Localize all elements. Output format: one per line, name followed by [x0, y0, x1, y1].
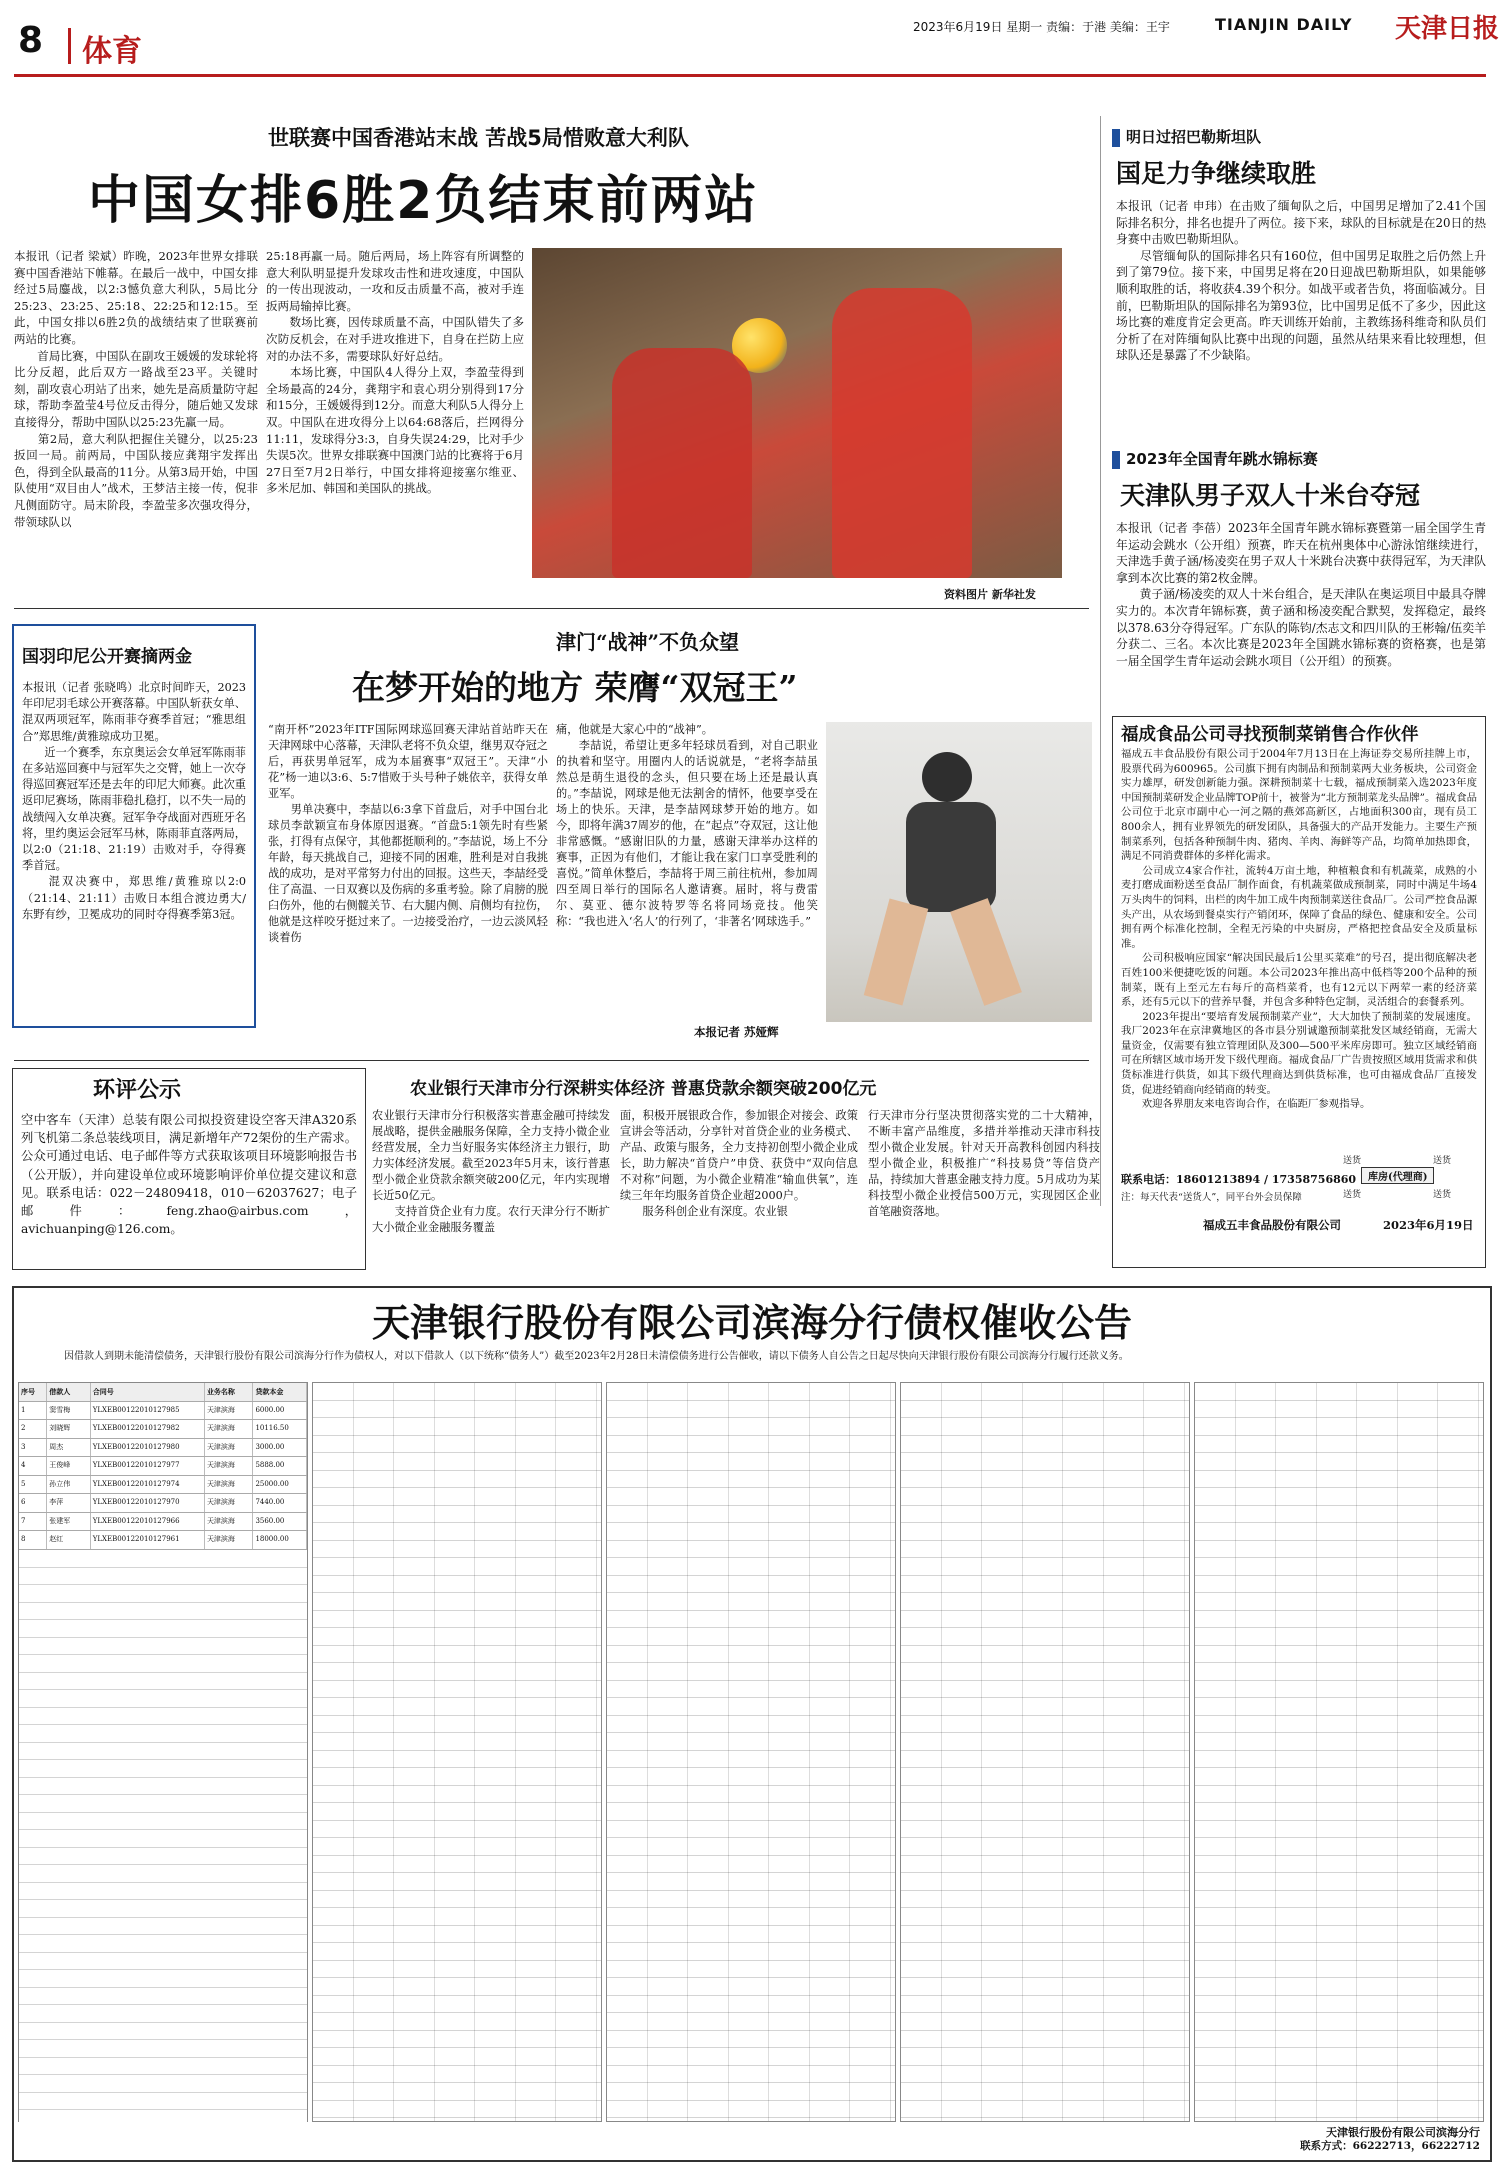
debt-notice-title: 天津银行股份有限公司滨海分行债权催收公告 [371, 1301, 1132, 1345]
table-cell: 10116.50 [253, 1420, 307, 1438]
debt-table-grid [18, 1382, 1484, 2122]
main-story-col2: 25:18再赢一局。随后两局，场上阵容有所调整的意大利队明显提升发球攻击性和进攻速度，中国队的一传出现波动，一攻和反击质量不高，被对手连扳两局输掉比赛。 数场比赛，因传球质量不高，中国队错失了多次防反机会，在对手进攻推进下，自身在拦防上应对的办法不多，需要球队好好总结。 本场比赛，中国队4人得分上双，李盈莹得到全场最高的24分，龚翔宇和袁心玥分别得到17分和15分，王媛媛得到12分。而意大利队5人得分上双。中国队在进攻得分上以64:68落后，拦网得分11:11，发球得分3:3，自身失误24:29，比对手少失误5次。世界女排联赛中国澳门站的比赛将于6月27日至7月2日举行，中国女排将迎接塞尔维亚、多米尼加、韩国和美国队的挑战。 [266, 249, 524, 496]
table-row [19, 1531, 307, 1550]
main-story-col1: 本报讯（记者 梁斌）昨晚，2023年世界女排联赛中国香港站下帷幕。在最后一战中，中国女排经过5局鏖战，以2:3憾负意大利队，5局比分25:23、23:25、25:18、22:25和12:15。至此，中国女排以6胜2负的战绩结束了世联赛前两站的比赛。 首局比赛，中国队在副攻王媛媛的发球轮将比分反超，此后双方一路战至23平。关键时刻，副攻袁心玥站了出来，她先是高质量防守起球，帮助李盈莹4号位反击得分，随后她又发球直接得分，帮助中国队以25:23先赢一局。 第2局，意大利队把握住关键分，以25:23扳回一局。前两局，中国队接应龚翔宇发挥出色，得到全队最高的11分。从第3局开始，中国队使用“双目由人”战术，王梦洁主接一传，倪非凡侧面防守。局末阶段，李盈莹多次强攻得分，带领球队以 [14, 249, 258, 529]
delivery-badge: 送货 [1343, 1190, 1362, 1200]
table-cell: 天津滨海 [205, 1494, 254, 1512]
player-head [922, 752, 972, 802]
column-header: 借款人 [47, 1383, 90, 1401]
table-cell: YLXEB00122010127970 [91, 1494, 205, 1512]
paper-logo: 天津日报 [1395, 14, 1500, 44]
section-rule [14, 1060, 1089, 1061]
football-body: 本报讯（记者 申玮）在击败了缅甸队之后，中国男足增加了2.41个国际排名积分，排名也提升了两位。接下来，球队的目标就是在20日的热身赛中击败巴勒斯坦队。 尽管缅甸队的国际排名只有160位，但中国男足取胜之后仍然上升到了第79位。接下来，中国男足将在20日迎战巴勒斯坦队，如果能够顺利取胜的话，将收获4.39个积分。如战平或者告负，将面临减分。目前，巴勒斯坦队的国际排名为第93位，比中国男足低不了多少，因此这场比赛的难度肯定会更高。昨天训练开始前，主教练扬科维奇和队员们分析了在对阵缅甸队比赛中出现的问题，虽然从结果来看比较理想，但球队还是暴露了不少缺陷。 [1116, 199, 1486, 363]
delivery-badge: 送货 [1433, 1190, 1452, 1200]
table-row [19, 1439, 307, 1458]
table-cell: 5 [19, 1476, 47, 1494]
table-cell: 窦雪梅 [47, 1402, 90, 1420]
table-cell: 天津滨海 [205, 1420, 254, 1438]
badminton-body: 本报讯（记者 张晓鸣）北京时间昨天，2023年印尼羽毛球公开赛落幕。中国队斩获女单、混双两项冠军，陈雨菲夺赛季首冠；“雅思组合”郑思维/黄雅琼成功卫冕。 近一个赛季，东京奥运会女单冠军陈雨菲在多站巡回赛中与冠军失之交臂，她上一次夺得巡回赛冠军还是去年的印尼大师赛。此次重返印尼赛场，陈雨菲稳扎稳打，以不失一局的战绩闯入女单决赛。冠军争夺战面对西班牙名将，里约奥运会冠军马林，陈雨菲直落两局，以2:0（21:18、21:19）击败对手，夺得赛季首冠。 混双决赛中，郑思维/黄雅琼以2:0（21:14、21:11）击败日本组合渡边勇大/东野有纱，卫冕成功的同时夺得赛季第3冠。 [22, 681, 246, 921]
table-cell: 李萍 [47, 1494, 90, 1512]
food-ad-note: 注：每天代表“送货人”，同平台外会员保障 [1121, 1192, 1302, 1203]
env-notice-box [12, 1068, 366, 1270]
warehouse-badge: 库房(代理商) [1361, 1167, 1434, 1184]
table-cell: 孙立伟 [47, 1476, 90, 1494]
table-cell: 刘晓辉 [47, 1420, 90, 1438]
table-cell: YLXEB00122010127985 [91, 1402, 205, 1420]
debt-notice-company: 天津银行股份有限公司滨海分行 [1326, 2126, 1480, 2139]
debt-table-header [19, 1383, 307, 1402]
table-continuation-lines [19, 1550, 307, 2123]
main-kicker: 世联赛中国香港站末战 苦战5局惜败意大利队 [268, 126, 689, 150]
football-kicker [1112, 126, 1261, 147]
table-row [19, 1476, 307, 1495]
player-leg [864, 899, 929, 1006]
paper-name-en: TIANJIN DAILY [1215, 15, 1353, 34]
player-figure-right [832, 288, 972, 578]
table-cell: 天津滨海 [205, 1402, 254, 1420]
volleyball-photo [532, 248, 1062, 578]
tennis-kicker: 津门“战神”不负众望 [556, 630, 740, 654]
main-headline: 中国女排6胜2负结束前两站 [88, 171, 759, 231]
kicker-bullet [1112, 451, 1120, 469]
debt-notice-phone: 联系方式：66222713，66222712 [1300, 2140, 1480, 2152]
football-headline: 国足力争继续取胜 [1116, 159, 1317, 188]
bank-news-col1: 农业银行天津市分行积极落实普惠金融可持续发展战略，提供金融服务保障，全力支持小微企业经营发展，全力当好服务实体经济主力银行，助力实体经济发展。截至2023年5月末，该行普惠型小微企业贷款余额突破200亿元，年内实现增长近50亿元。 支持首贷企业有力度。农行天津分行不断扩大小微企业金融服务覆盖 [372, 1109, 610, 1234]
table-cell: 5888.00 [253, 1457, 307, 1475]
table-cell: 3 [19, 1439, 47, 1457]
column-divider [1100, 116, 1101, 1206]
page-number: 8 [18, 20, 44, 61]
column-header: 合同号 [91, 1383, 205, 1401]
player-body [906, 802, 996, 912]
food-ad-date: 2023年6月19日 [1383, 1218, 1474, 1232]
table-row [19, 1494, 307, 1513]
tennis-col2: 痛，他就是大家心中的“战神”。 李喆说，希望让更多年轻球员看到，对自己职业的执着和坚守。用圈内人的话说就是，“老将李喆虽然总是萌生退役的念头，但只要在场上还是最认真的。”李喆说，网球是他无法割舍的情怀，他要享受在场上的快乐。天津，是李喆网球梦开始的地方。如今，即将年满37周岁的他，在“起点”夺双冠，这让他非常感慨。“感谢旧队的力量，感谢天津举办这样的赛事，正因为有他们，才能让我在家门口享受胜利的喜悦。”简单休整后，李喆将于周三前往杭州，参加周四至周日举行的国际名人邀请赛。届时，将与费雷尔、莫亚、德尔波特罗等名将同场竞技。他笑称：“我也进入‘名人’的行列了，‘非著名’网球选手。” [556, 723, 818, 928]
debt-notice-box [12, 1286, 1492, 2162]
player-figure-left [612, 348, 752, 578]
issue-meta: 2023年6月19日 星期一 责编：于港 美编：王宇 [913, 20, 1170, 34]
table-cell: YLXEB00122010127977 [91, 1457, 205, 1475]
table-cell: YLXEB00122010127982 [91, 1420, 205, 1438]
env-notice-headline: 环评公示 [93, 1078, 182, 1103]
delivery-badge: 送货 [1343, 1156, 1362, 1166]
bank-news-headline: 农业银行天津市分行深耕实体经济 普惠贷款余额突破200亿元 [410, 1079, 877, 1099]
table-cell: 6000.00 [253, 1402, 307, 1420]
debt-notice-intro: 因借款人到期未能清偿债务，天津银行股份有限公司滨海分行作为债权人，对以下借款人（以下统称“债务人”）截至2023年2月28日未清偿债务进行公告催收，请以下债务人自公告之日起尽快向天津银行股份有限公司滨海分行履行还款义务。 [64, 1351, 1129, 1362]
player-leg [950, 898, 1022, 1006]
kicker-bullet [1112, 129, 1120, 147]
debt-table-block [312, 1382, 602, 2122]
table-cell: 18000.00 [253, 1531, 307, 1549]
table-cell: 3560.00 [253, 1513, 307, 1531]
debt-table-block [900, 1382, 1190, 2122]
photo-caption: 资料图片 新华社发 [944, 588, 1036, 601]
table-cell: 7 [19, 1513, 47, 1531]
delivery-badge: 送货 [1433, 1156, 1452, 1166]
bank-news-col2: 面，积极开展银政合作，参加银企对接会、政策宣讲会等活动，分享针对首贷企业的业务模式、产品、政策与服务，全力支持初创型小微企业成长，助力解决“首贷户”申贷、获贷中“双向信息不对称”问题，为小微企业精准“输血供氧”，连续三年年均服务首贷企业超2000户。 服务科创企业有深度。农业银 [620, 1109, 858, 1218]
table-cell: 4 [19, 1457, 47, 1475]
table-cell: 天津滨海 [205, 1531, 254, 1549]
bank-news-col3: 行天津市分行坚决贯彻落实党的二十大精神，不断丰富产品维度，多措并举推动天津市科技型小微企业发展。针对天开高教科创园内科技型小微企业，积极推广“科技易贷”等信贷产品，持续加大普惠金融支持力度。5月成功为某科技型小微企业授信500万元，实现园区企业首笔融资落地。 [868, 1109, 1100, 1218]
badminton-box [12, 624, 256, 1028]
diving-kicker [1112, 448, 1318, 469]
diving-headline: 天津队男子双人十米台夺冠 [1120, 481, 1421, 510]
table-cell: 6 [19, 1494, 47, 1512]
table-cell: 张建军 [47, 1513, 90, 1531]
table-cell: 赵红 [47, 1531, 90, 1549]
column-header: 贷款本金 [253, 1383, 307, 1401]
table-cell: YLXEB00122010127966 [91, 1513, 205, 1531]
section-divider [68, 28, 71, 64]
table-cell: 1 [19, 1402, 47, 1420]
table-cell: 天津滨海 [205, 1439, 254, 1457]
section-name: 体育 [82, 34, 142, 69]
food-ad-box [1112, 716, 1486, 1268]
table-cell: YLXEB00122010127974 [91, 1476, 205, 1494]
food-ad-diagram [1333, 1153, 1473, 1213]
diving-kicker-text: 2023年全国青年跳水锦标赛 [1126, 450, 1318, 468]
table-cell: 天津滨海 [205, 1513, 254, 1531]
tennis-col1: “南开杯”2023年ITF国际网球巡回赛天津站首站昨天在天津网球中心落幕，天津队老将不负众望，继男双夺冠之后，再获男单冠军，成为本届赛事“双冠王”。天津“小花”杨一迪以3:6、5:7惜败于头号种子姚依辛，获得女单亚军。 男单决赛中，李喆以6:3拿下首盘后，对手中国台北球员李歆颖宣布身体原因退赛。“首盘5:1领先时有些紧张，打得有点保守，其他都挺顺利的。”李喆说，场上不分年龄，每天挑战自己，迎接不同的困难，胜利是对自我挑战的成功，是对平常努力付出的回报。这些天，李喆经受住了高温、一日双赛以及伤病的多重考验。除了肩膀的脱臼伤外，他的右侧髋关节、右大腿内侧、肩侧均有拉伤，他就是这样咬牙挺过来了。一边接受治疗，一边云淡风轻谈着伤 [268, 723, 548, 944]
food-ad-body: 福成五丰食品股份有限公司于2004年7月13日在上海证券交易所挂牌上市，股票代码为600965。公司旗下拥有肉制品和预制菜两大业务板块，公司资金实力雄厚，研发创新能力强。深耕预制菜十七载，福成预制菜入选2023年度中国预制菜研发企业品牌TOP前十，被誉为“北方预制菜龙头品牌”。福成食品公司位于北京市副中心一河之隔的燕郊高新区，占地面积300亩，现有员工800余人，拥有业界领先的研发团队，具备强大的产品开发能力。主要生产预制菜系列，包括各种预制牛肉、猪肉、羊肉、海鲜等产品，均简单加热即食，满足不同消费群体的多样化需求。 公司成立4家合作社，流转4万亩土地，种植粮食和有机蔬菜，成熟的小麦打磨成面粉送至食品厂制作面食，有机蔬菜做成预制菜，同时中满足牛场4万头肉牛的饲料，出栏的肉牛加工成牛肉预制菜送往食品厂。公司严控食品源头产出，从农场到餐桌实行产销闭环，保障了食品的绿色、健康和安全。公司拥有两个标准化控制，全程无污染的中央厨房，严格把控食品安全及质量标准。 公司积极响应国家“解决国民最后1公里买菜难”的号召，提出彻底解决老百姓100米便捷吃饭的问题。本公司2023年推出高中低档等200个品种的预制菜，既有上至元左右每斤的高档菜肴，也有12元以下两荤一素的经济菜系，还有5元以下的营养早餐，并包含多种特色定制，灵活组合的套餐系列。 2023年提出“要培育发展预制菜产业”，大大加快了预制菜的发展速度。我厂2023年在京津冀地区的各市县分别诚邀预制菜批发区域经销商，无需大量资金，仅需要有独立管理团队及300—500平米库房即可。独立区域经销商可在所辖区域市场开发下级代理商。福成食品厂广告贵按照区域用货需求和供货标准进行供货，如其下级代理商达到供货标准，也可由福成食品厂直接发货，促进经销商向经销商的转变。 欢迎各界朋友来电咨询合作，在临距厂参观指导。 [1121, 748, 1477, 1111]
table-cell: 2 [19, 1420, 47, 1438]
table-row [19, 1457, 307, 1476]
tennis-headline: 在梦开始的地方 荣膺“双冠王” [352, 668, 798, 707]
food-ad-phone: 联系电话：18601213894 / 17358756860 [1121, 1173, 1357, 1186]
table-cell: 7440.00 [253, 1494, 307, 1512]
badminton-headline: 国羽印尼公开赛摘两金 [22, 647, 192, 667]
debt-table [18, 1382, 1484, 2122]
table-cell: YLXEB00122010127961 [91, 1531, 205, 1549]
column-header: 业务名称 [205, 1383, 254, 1401]
table-cell: 天津滨海 [205, 1476, 254, 1494]
table-row [19, 1402, 307, 1421]
table-cell: 周杰 [47, 1439, 90, 1457]
tennis-photo [826, 722, 1092, 1022]
table-cell: 天津滨海 [205, 1457, 254, 1475]
debt-table-block [1194, 1382, 1484, 2122]
column-header: 序号 [19, 1383, 47, 1401]
debt-table-block [18, 1382, 308, 2122]
debt-table-block [606, 1382, 896, 2122]
food-ad-headline: 福成食品公司寻找预制菜销售合作伙伴 [1121, 725, 1419, 745]
table-row [19, 1420, 307, 1439]
table-cell: 8 [19, 1531, 47, 1549]
tennis-byline: 本报记者 苏娅辉 [694, 1025, 779, 1039]
section-rule [14, 608, 1089, 609]
table-row [19, 1513, 307, 1532]
header-rule [14, 74, 1486, 77]
table-cell: YLXEB00122010127980 [91, 1439, 205, 1457]
diving-body: 本报讯（记者 李蓓）2023年全国青年跳水锦标赛暨第一届全国学生青年运动会跳水（公开组）预赛，昨天在杭州奥体中心游泳馆继续进行，天津选手黄子涵/杨凌奕在男子双人十米跳台决赛中获得冠军，为天津队拿到本次比赛的第2枚金牌。 黄子涵/杨凌奕的双人十米台组合，是天津队在奥运项目中最具夺牌实力的。本次青年锦标赛，黄子涵和杨凌奕配合默契，发挥稳定，最终以378.63分夺得冠军。广东队的陈钧/杰志文和四川队的王彬翰/伍奕羊分获二、三名。本次比赛是2023年全国跳水锦标赛的资格赛，也是第一届全国学生青年运动会跳水项目（公开组）的预赛。 [1116, 521, 1486, 668]
football-kicker-text: 明日过招巴勒斯坦队 [1126, 128, 1262, 146]
table-cell: 3000.00 [253, 1439, 307, 1457]
env-notice-body: 空中客车（天津）总装有限公司拟投资建设空客天津A320系列飞机第二条总装线项目，满足新增年产72架份的生产需求。公众可通过电话、电子邮件等方式获取该项目环境影响报告书（公开版），并向建设单位或环境影响评价单位提交建议和意见。联系电话：022－24809418，010－62037627；电子邮件：feng.zhao@airbus.com，avichuanping@126.com。 [21, 1113, 357, 1237]
table-cell: 王俊峰 [47, 1457, 90, 1475]
table-cell: 25000.00 [253, 1476, 307, 1494]
food-ad-company: 福成五丰食品股份有限公司 [1203, 1218, 1341, 1232]
